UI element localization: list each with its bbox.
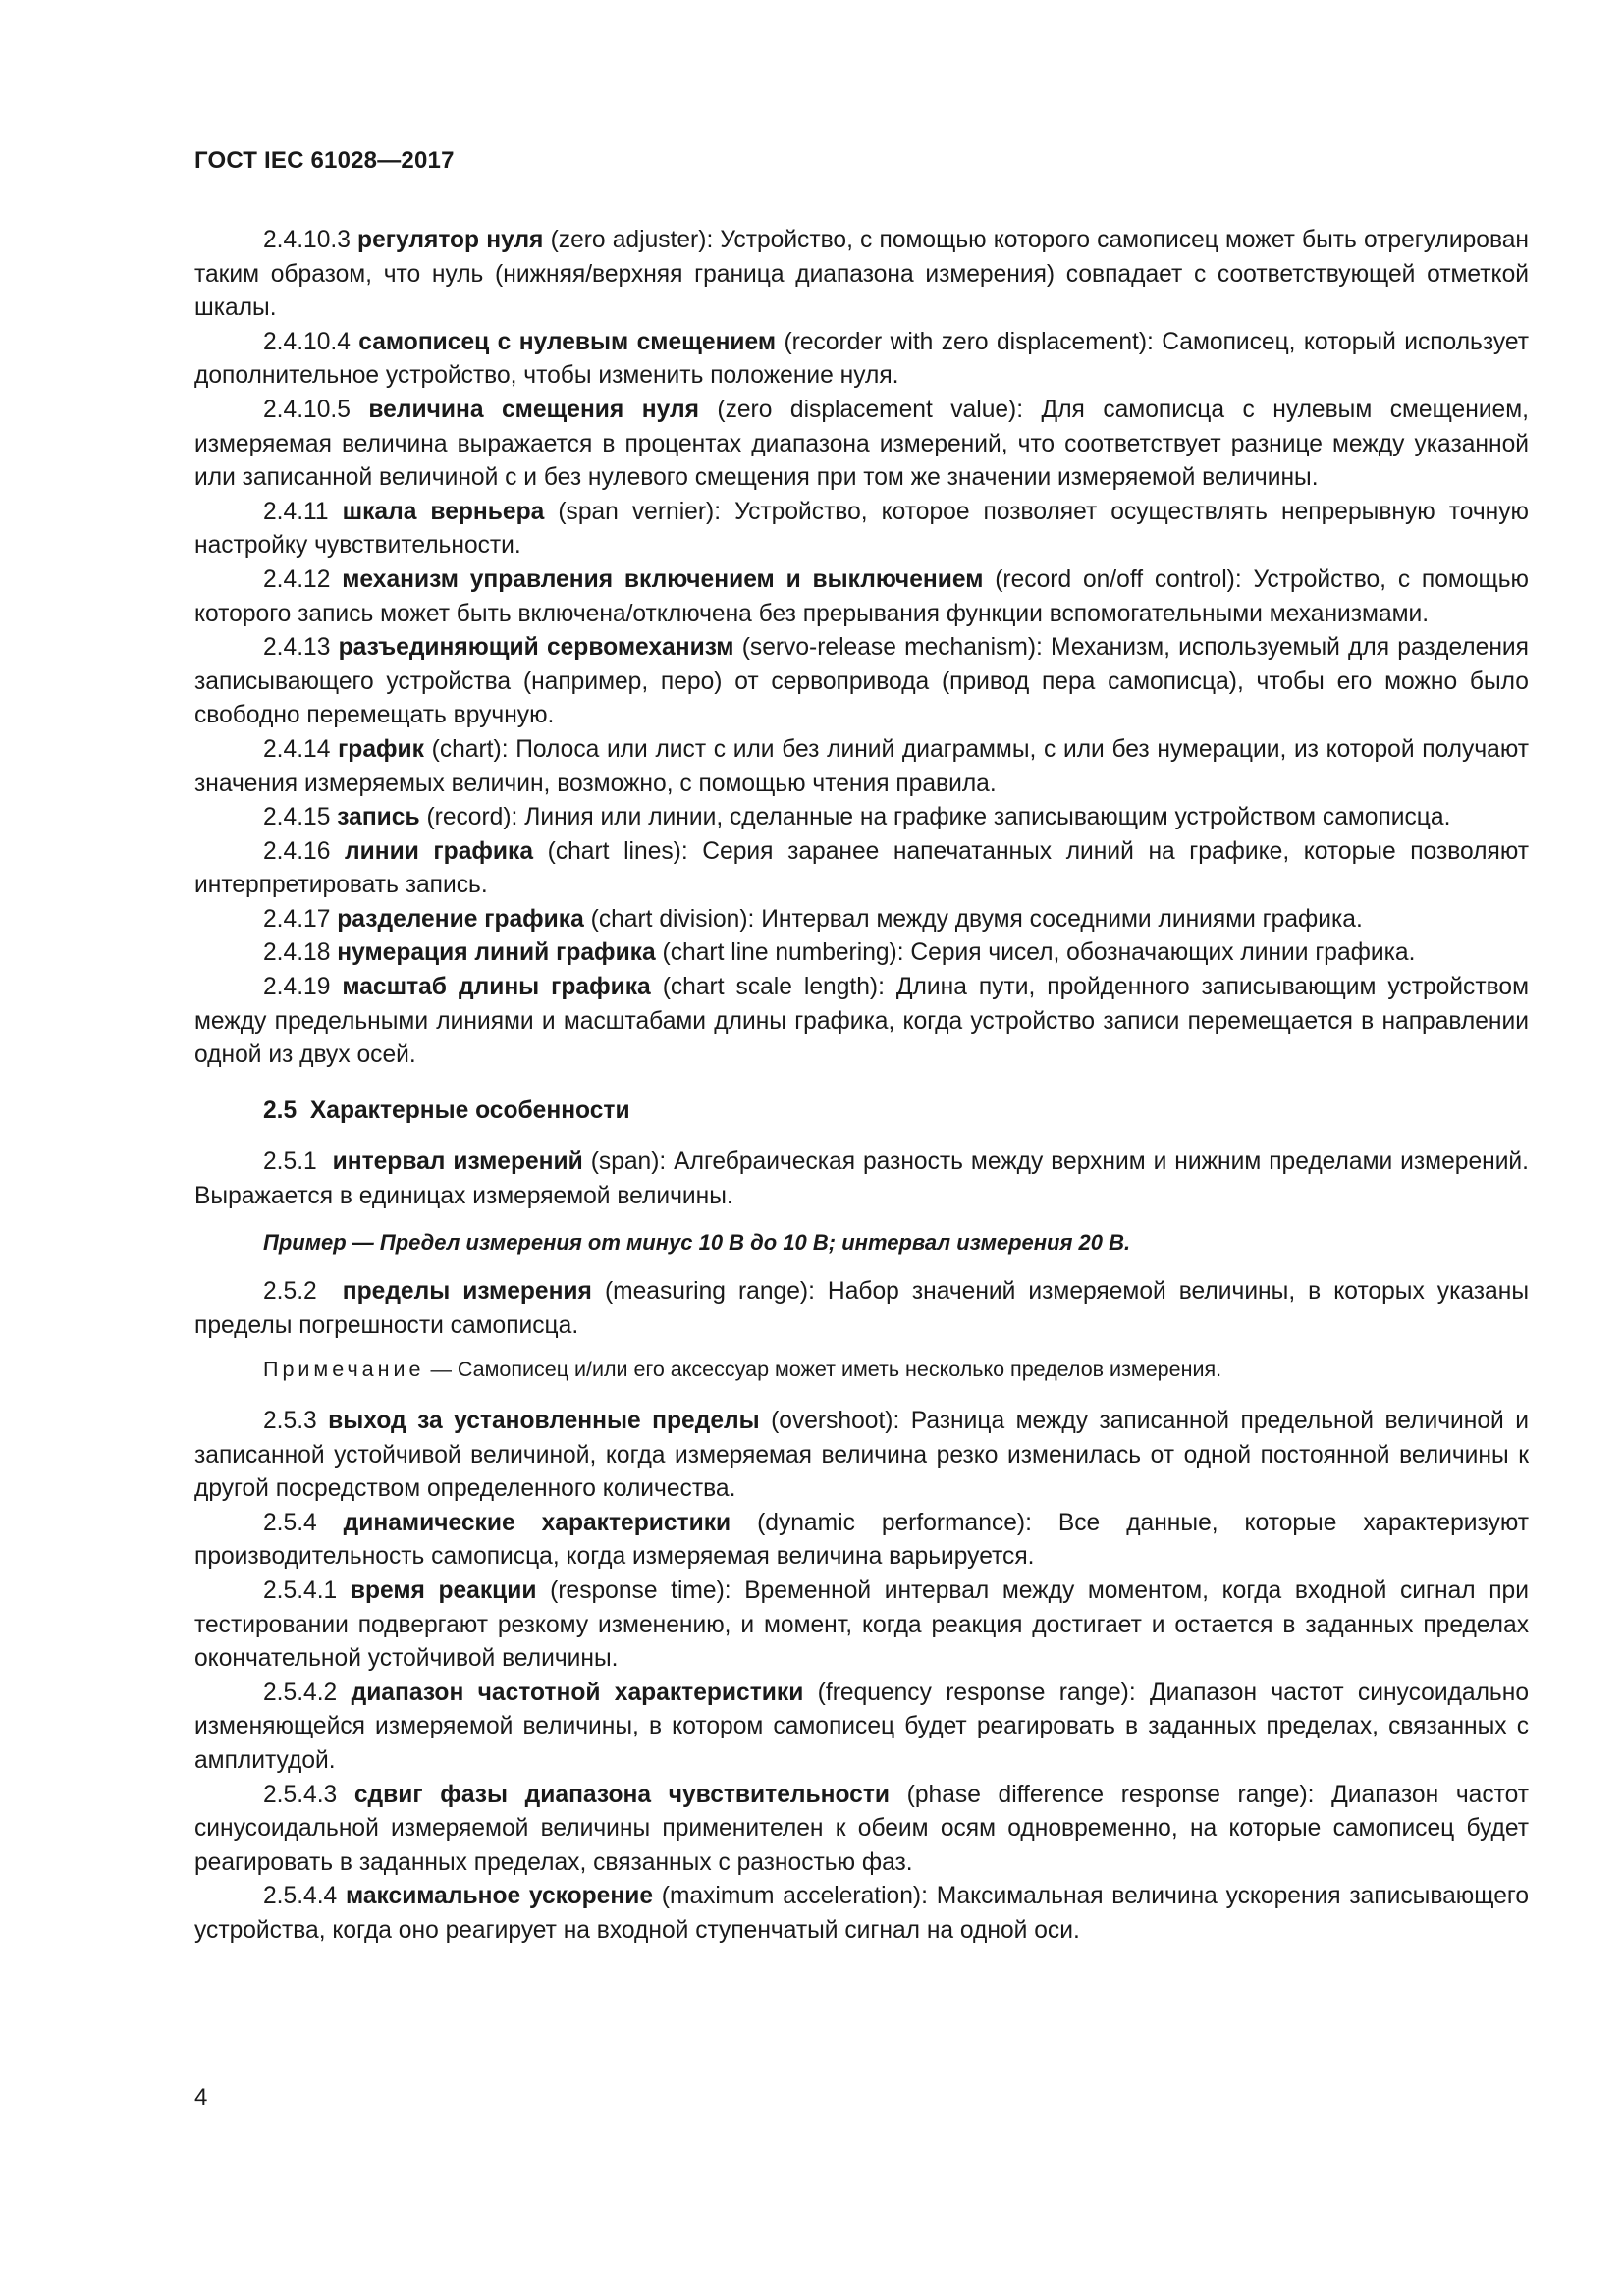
entry-term: диапазон частотной характеристики — [351, 1679, 804, 1706]
entry-description: (zero adjuster): Устройство, с помощью которого самописец может быть отрегулирован таким образом, что нуль (нижняя/верхняя граница диапазона измерения) совпадает с соответствующей отметкой шкалы. — [194, 227, 1529, 322]
entry-description: (chart lines): Серия заранее напечатанных линий на графике, которые позволяют интерпретировать запись. — [194, 837, 1529, 899]
entry-description: (overshoot): Разница между записанной предельной величиной и записанной устойчивой величиной, когда измеряемая величина резко изменилась от одной постоянной величины к другой посредством определенного количества. — [194, 1408, 1529, 1503]
definition-entry — [194, 631, 1529, 733]
entry-number: 2.5.4 — [263, 1509, 317, 1536]
entry-number: 2.4.17 — [263, 905, 331, 933]
entry-term: самописец с нулевым смещением — [358, 328, 777, 355]
definition-entry — [194, 1677, 1529, 1779]
entry-number: 2.4.15 — [263, 804, 331, 831]
entry-number: 2.4.16 — [263, 837, 331, 865]
definition-entry — [194, 224, 1529, 326]
entry-description: (chart scale length): Длина пути, пройденного записывающим устройством между предельными линиями и масштабами длины графика, когда устройство записи перемещается в направлении одной из двух осей. — [194, 974, 1529, 1069]
entry-number: 2.4.11 — [263, 498, 329, 525]
entry-term: регулятор нуля — [357, 227, 544, 253]
definition-entry — [194, 1880, 1529, 1948]
entry-term: линии графика — [345, 837, 534, 865]
definition-entry — [194, 835, 1529, 903]
entry-number: 2.4.10.3 — [263, 227, 351, 253]
entry-term: масштаб длины графика — [342, 974, 651, 1001]
entry-number: 2.5.4.3 — [263, 1781, 338, 1808]
entry-term: время реакции — [350, 1576, 537, 1604]
entry-number: 2.4.10.4 — [263, 328, 351, 355]
entry-description: (dynamic performance): Все данные, которые характеризуют производительность самописца, когда измеряемая величина варьируется. — [194, 1509, 1529, 1571]
page-content — [194, 224, 1529, 1949]
entry-term: нумерация линий графика — [337, 939, 656, 967]
entry-term: шкала верньера — [342, 498, 545, 525]
note-label: Примечание — [263, 1358, 425, 1382]
definition-entry — [194, 326, 1529, 394]
entry-description: (span vernier): Устройство, которое позволяет осуществлять непрерывную точную настройку чувствительности. — [194, 498, 1530, 560]
definition-entry: 2.5.2 пределы измерения (measuring range): Набор значений измеряемой величины, в которых указаны пределы погрешности самописца. — [194, 1278, 1529, 1339]
section-heading: 2.5 Характерные особенности — [263, 1096, 630, 1124]
entry-description: (chart line numbering): Серия чисел, обозначающих линии графика. — [662, 939, 1416, 967]
definition-entry: 2.5.1 интервал измерений (span): Алгебраическая разность между верхним и нижним пределами измерений. Выражается в единицах измеряемой величины. — [194, 1148, 1530, 1210]
example-text: Пример — Предел измерения от минус 10 В до 10 В; интервал измерения 20 В. — [263, 1229, 1131, 1255]
entry-term: выход за установленные пределы — [328, 1408, 760, 1434]
entry-description: (servo-release mechanism): Механизм, используемый для разделения записывающего устройства (например, перо) от сервопривода (привод пера самописца), чтобы его можно было свободно перемещать вручную. — [194, 634, 1529, 729]
entry-description: (chart division): Интервал между двумя соседними линиями графика. — [590, 905, 1363, 933]
entry-term: график — [338, 735, 424, 763]
entry-term: динамические характеристики — [343, 1509, 731, 1536]
definition-entry — [194, 394, 1529, 496]
entry-description: (record on/off control): Устройство, с помощью которого запись может быть включена/отключена без прерывания функции вспомогательными механизмами. — [194, 565, 1529, 627]
entry-number: 2.4.19 — [263, 974, 331, 1001]
entry-description: (response time): Временной интервал между моментом, когда входной сигнал при тестировании подвергают резкому изменению, и момент, когда реакция достигает и остается в заданных пределах окончательной устойчивой величины. — [194, 1576, 1529, 1673]
entry-description: (zero displacement value): Для самописца с нулевым смещением, измеряемая величина выражается в процентах диапазона измерений, что соответствует разнице между указанной или записанной величиной с и без нулевого смещения при том же значении измеряемой величины. — [194, 396, 1529, 492]
definition-entry — [194, 971, 1529, 1073]
entry-term: запись — [337, 804, 420, 831]
entry-term: разделение графика — [337, 905, 584, 933]
definition-entry — [194, 1779, 1529, 1881]
entry-description: (frequency response range): Диапазон частот синусоидально изменяющейся измеряемой величины, в котором самописец будет реагировать в заданных пределах, связанных с амплитудой. — [194, 1679, 1530, 1774]
entry-description: (record): Линия или линии, сделанные на графике записывающим устройством самописца. — [426, 804, 1451, 831]
entry-description: (maximum acceleration): Максимальная величина ускорения записывающего устройства, когда оно реагирует на входной ступенчатый сигнал на одной оси. — [194, 1883, 1529, 1944]
entry-term: сдвиг фазы диапазона чувствительности — [353, 1781, 891, 1808]
definition-entry — [194, 1507, 1529, 1575]
definitions-list-2 — [194, 1405, 1529, 1949]
entry-number: 2.5.4.1 — [263, 1576, 338, 1604]
page-number: 4 — [194, 2084, 208, 2110]
definition-entry — [194, 496, 1529, 563]
definitions-list-1 — [194, 224, 1529, 1073]
entry-number: 2.4.14 — [263, 735, 331, 763]
definition-entry — [194, 801, 1529, 835]
entry-number: 2.4.10.5 — [263, 396, 351, 423]
definition-entry — [194, 936, 1529, 971]
definition-entry — [194, 563, 1529, 631]
entry-number: 2.4.13 — [263, 634, 331, 662]
entry-number: 2.4.12 — [263, 565, 331, 593]
entry-description: (chart): Полоса или лист с или без линий диаграммы, с или без нумерации, из которой получают значения измеряемых величин, возможно, с помощью чтения правила. — [194, 735, 1529, 797]
entry-description: (recorder with zero displacement): Самописец, который использует дополнительное устройство, чтобы изменить положение нуля. — [194, 328, 1530, 390]
note-text: — Самописец и/или его аксессуар может иметь несколько пределов измерения. — [430, 1358, 1222, 1382]
definition-entry — [194, 1575, 1529, 1677]
standard-header: ГОСТ IEC 61028—2017 — [194, 147, 455, 174]
definition-entry — [194, 733, 1529, 801]
entry-number: 2.5.3 — [263, 1408, 317, 1434]
entry-number: 2.5.4.4 — [263, 1883, 338, 1910]
note — [194, 1353, 1529, 1387]
entry-number: 2.4.18 — [263, 939, 331, 967]
definition-entry — [194, 903, 1529, 937]
entry-term: величина смещения нуля — [368, 396, 699, 423]
entry-number: 2.5.4.2 — [263, 1679, 338, 1706]
entry-term: разъединяющий сервомеханизм — [338, 634, 734, 662]
entry-term: максимальное ускорение — [345, 1883, 654, 1910]
entry-description: (phase difference response range): Диапазон частот синусоидальной измеряемой величины применителен к обеим осям одновременно, на которые самописец будет реагировать в заданных пределах, связанных с разностью фаз. — [194, 1781, 1529, 1876]
definition-entry — [194, 1405, 1529, 1507]
entry-term: механизм управления включением и выключением — [342, 565, 984, 593]
